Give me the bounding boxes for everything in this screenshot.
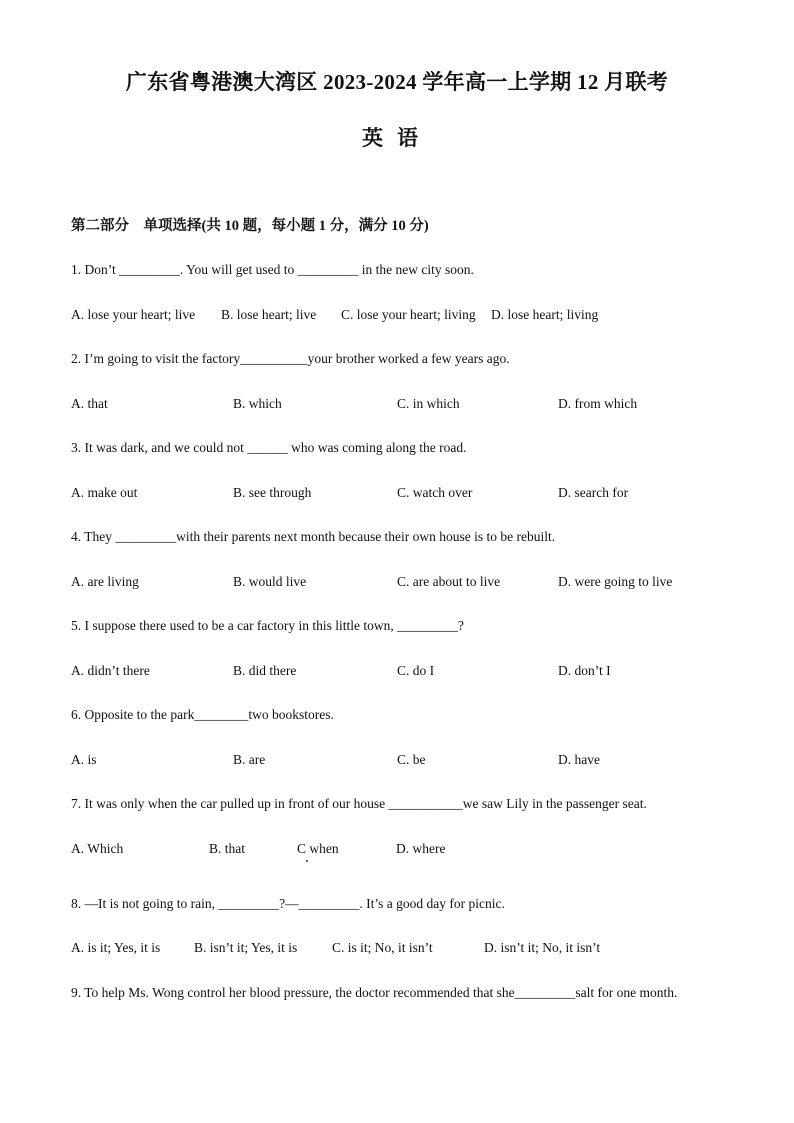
question-9: 9. To help Ms. Wong control her blood pressure, the doctor recommended that she_________salt for one month.: [71, 985, 678, 1000]
option-b: B. would live: [233, 574, 307, 589]
option-d: D. where: [396, 841, 446, 856]
option-a: A. is: [71, 752, 97, 767]
option-c: C. do I: [397, 663, 435, 678]
section-heading: 第二部分 单项选择(共 10 题，每小题 1 分，满分 10 分): [71, 218, 429, 234]
subject-heading: 英语: [362, 126, 432, 150]
option-a: A. are living: [71, 574, 139, 589]
question-3: 3. It was dark, and we could not ______ who was coming along the road.: [71, 440, 467, 455]
option-b: B. see through: [233, 485, 312, 500]
options-5: [71, 663, 771, 683]
option-c: C. watch over: [397, 485, 473, 500]
option-a: A. that: [71, 396, 108, 411]
options-8: [71, 940, 771, 960]
options-3: [71, 485, 771, 505]
option-d: D. were going to live: [558, 574, 673, 589]
option-d: D. lose heart; living: [491, 307, 599, 322]
question-6: 6. Opposite to the park________two bookstores.: [71, 707, 334, 722]
option-a: A. lose your heart; live: [71, 307, 196, 322]
page-title: 广东省粤港澳大湾区 2023-2024 学年高一上学期 12 月联考: [125, 70, 669, 94]
question-7: 7. It was only when the car pulled up in front of our house ___________we saw Lily in the passenger seat.: [71, 796, 647, 811]
option-c: C. lose your heart; living: [341, 307, 476, 322]
option-a: A. didn’t there: [71, 663, 150, 678]
stray-dot-mark: [306, 860, 308, 862]
options-4: [71, 574, 771, 594]
option-a: A. Which: [71, 841, 124, 856]
option-a: A. is it; Yes, it is: [71, 940, 161, 955]
option-b: B. did there: [233, 663, 297, 678]
option-b: B. that: [209, 841, 245, 856]
options-7: [71, 841, 771, 861]
question-1: 1. Don’t _________. You will get used to _________ in the new city soon.: [71, 262, 474, 277]
option-c: C. is it; No, it isn’t: [332, 940, 433, 955]
option-c: C. be: [397, 752, 426, 767]
option-b: B. isn’t it; Yes, it is: [194, 940, 298, 955]
options-6: [71, 752, 771, 772]
option-b: B. which: [233, 396, 282, 411]
option-d: D. don’t I: [558, 663, 611, 678]
option-a: A. make out: [71, 485, 138, 500]
question-8: 8. —It is not going to rain, _________?—_________. It’s a good day for picnic.: [71, 896, 505, 911]
question-4: 4. They _________with their parents next month because their own house is to be rebuilt.: [71, 529, 556, 544]
option-d: D. from which: [558, 396, 638, 411]
option-d: D. search for: [558, 485, 629, 500]
option-c: C. in which: [397, 396, 460, 411]
option-b: B. lose heart; live: [221, 307, 317, 322]
question-2: 2. I’m going to visit the factory__________your brother worked a few years ago.: [71, 351, 510, 366]
option-c: C. are about to live: [397, 574, 501, 589]
options-2: [71, 396, 771, 416]
question-5: 5. I suppose there used to be a car factory in this little town, _________?: [71, 618, 464, 633]
option-d: D. isn’t it; No, it isn’t: [484, 940, 601, 955]
options-1: [71, 307, 771, 327]
option-d: D. have: [558, 752, 600, 767]
option-c: C when: [297, 841, 339, 856]
option-b: B. are: [233, 752, 266, 767]
